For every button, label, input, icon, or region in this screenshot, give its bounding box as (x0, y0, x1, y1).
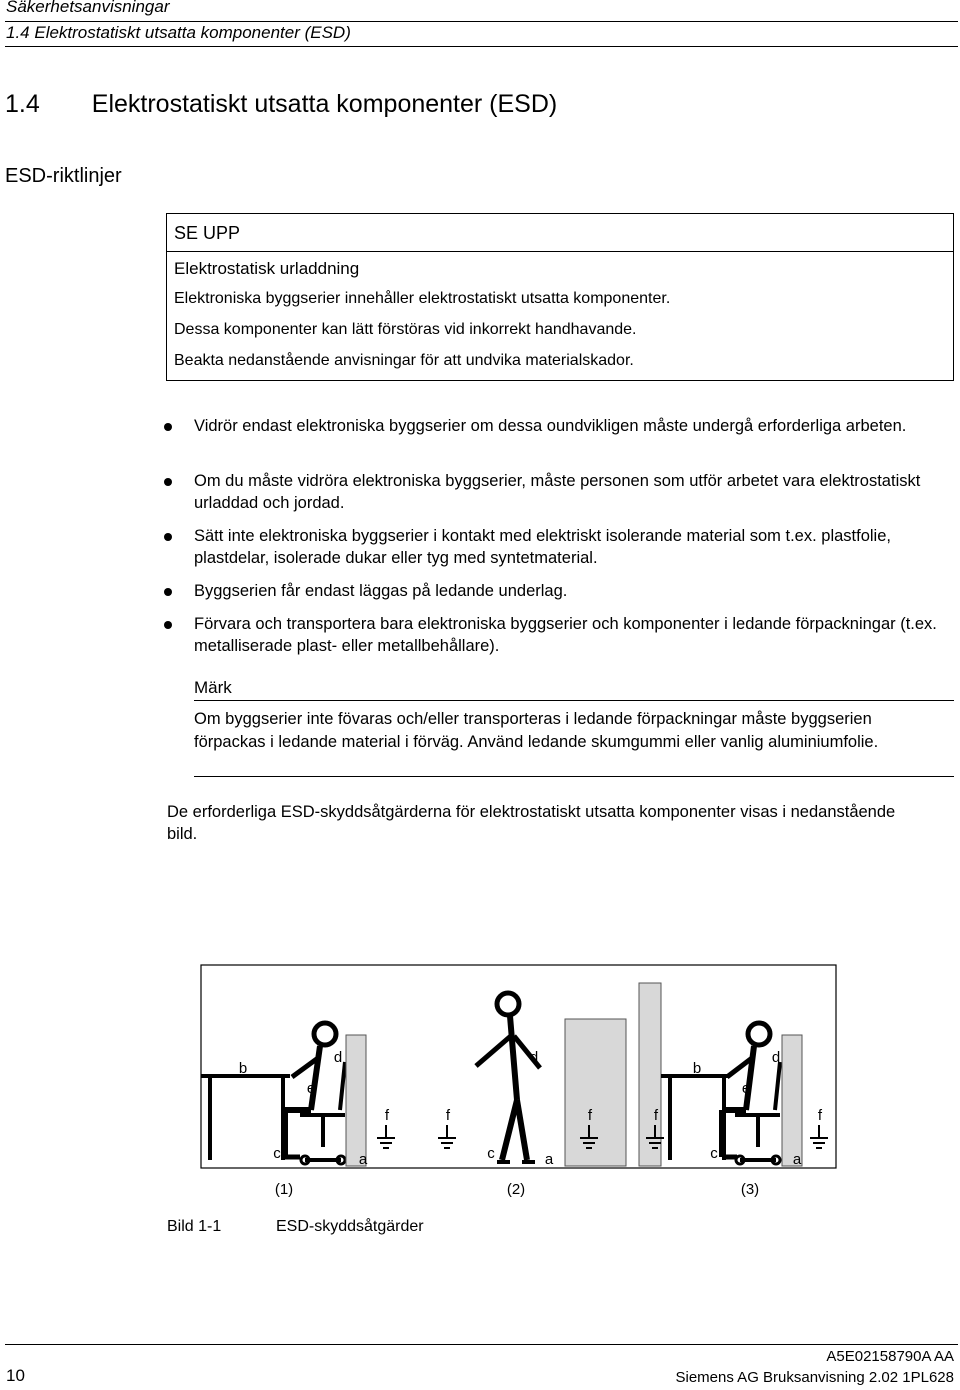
figure-caption-number: Bild 1-1 (167, 1218, 222, 1235)
label-d: d (333, 1049, 343, 1066)
bullet-text: Om du måste vidröra elektroniska byggserier, måste personen som utför arbetet vara elektrostatiskt urladdad och jordad. (194, 472, 921, 512)
caution-line: Elektroniska byggserier innehåller elektrostatiskt utsatta komponenter. (174, 290, 671, 307)
label-f: f (653, 1107, 659, 1124)
label-f: f (445, 1107, 451, 1124)
person-head (497, 993, 519, 1015)
bullet-text: Sätt inte elektroniska byggserier i kontakt med elektriskt isolerande material som t.ex. plastfolie, plastdelar, isolerade dukar eller tyg med syntetmaterial. (194, 527, 891, 567)
note-title: Märk (194, 678, 232, 697)
person-arm (476, 1035, 512, 1066)
running-header-chapter: Säkerhetsanvisningar (6, 0, 170, 16)
subheading: ESD-riktlinjer (5, 165, 122, 187)
person-head (748, 1023, 770, 1045)
bullet-text: Vidrör endast elektroniska byggserier om dessa oundvikligen måste undergå erforderliga arbeten. (194, 417, 907, 435)
label-f: f (384, 1107, 390, 1124)
scene-label: (1) (274, 1181, 294, 1198)
person-head (314, 1023, 336, 1045)
label-b: b (692, 1060, 702, 1077)
label-e: e (741, 1080, 751, 1097)
label-a: a (792, 1151, 802, 1168)
cabinet (782, 1035, 802, 1166)
label-c: c (710, 1145, 718, 1162)
person-torso (311, 1046, 320, 1110)
scene-1 (201, 1023, 395, 1166)
bullet-text: Förvara och transportera bara elektroniska byggserier och komponenter i ledande förpackningar (t.ex. metalliserade plast- eller metallbehållare). (194, 615, 937, 655)
caution-signal-word: SE UPP (174, 223, 241, 243)
label-d: d (529, 1049, 539, 1066)
footer-divider (5, 1344, 958, 1345)
cabinet (565, 1019, 626, 1166)
chair-back (775, 1062, 780, 1110)
note-text: Om byggserier inte fövaras och/eller transporteras i ledande förpackningar måste byggserien förpackas i ledande material i förväg. Använd ledande skumgummi eller vanlig aluminiumfolie. (194, 710, 879, 751)
label-a: a (358, 1151, 368, 1168)
label-f: f (587, 1107, 593, 1124)
caution-line: Beakta nedanstående anvisningar för att undvika materialskador. (174, 352, 634, 369)
footer-doc-id: A5E02158790A AA (826, 1348, 954, 1365)
page-number: 10 (6, 1366, 25, 1385)
label-a: a (544, 1151, 554, 1168)
bullet-text: Byggserien får endast läggas på ledande underlag. (194, 582, 568, 600)
scene-label: (2) (506, 1181, 526, 1198)
label-c: c (487, 1145, 495, 1162)
person-leg (517, 1100, 527, 1160)
person-torso (746, 1046, 754, 1110)
cabinet (346, 1035, 366, 1166)
intro-paragraph: De erforderliga ESD-skyddsåtgärderna för elektrostatiskt utsatta komponenter visas i nedanstående bild. (167, 803, 896, 843)
person-leg (502, 1100, 517, 1160)
label-c: c (273, 1145, 281, 1162)
running-header-section: 1.4 Elektrostatiskt utsatta komponenter (ESD) (6, 23, 351, 42)
label-e: e (306, 1080, 316, 1097)
scene-label: (3) (740, 1181, 760, 1198)
label-d: d (771, 1049, 781, 1066)
section-title: Elektrostatiskt utsatta komponenter (ESD) (91, 90, 558, 118)
ground-icon (810, 1125, 828, 1148)
person-torso (510, 1016, 517, 1100)
footer-publisher: Siemens AG Bruksanvisning 2.02 1PL628 (675, 1369, 954, 1386)
caution-title: Elektrostatisk urladdning (174, 259, 360, 278)
label-f: f (817, 1107, 823, 1124)
caution-line: Dessa komponenter kan lätt förstöras vid inkorrekt handhavande. (174, 321, 637, 338)
ground-icon (377, 1125, 395, 1148)
figure-caption-title: ESD-skyddsåtgärder (276, 1218, 424, 1235)
label-b: b (238, 1060, 248, 1077)
ground-icon (438, 1125, 456, 1148)
scene-2 (438, 983, 664, 1166)
section-number: 1.4 (5, 90, 40, 118)
chair-back (340, 1062, 345, 1110)
